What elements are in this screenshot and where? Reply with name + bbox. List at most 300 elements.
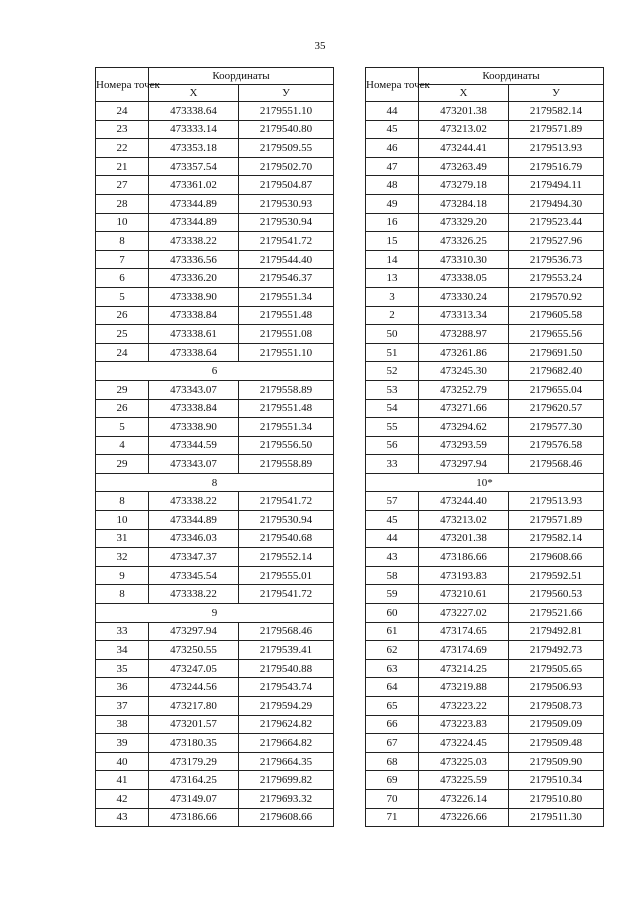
x-coordinate-cell: 473180.35: [149, 734, 239, 753]
x-coordinate-cell: 473149.07: [149, 789, 239, 808]
x-coordinate-cell: 473347.37: [149, 548, 239, 567]
y-coordinate-cell: 2179592.51: [509, 566, 604, 585]
page-number: 35: [314, 40, 326, 52]
point-number-cell: 23: [96, 120, 149, 139]
point-number-cell: 5: [96, 418, 149, 437]
point-number-cell: 13: [366, 269, 419, 288]
x-coordinate-cell: 473333.14: [149, 120, 239, 139]
table-row: [96, 641, 334, 660]
table-row: [366, 213, 604, 232]
x-coordinate-cell: 473361.02: [149, 176, 239, 195]
y-coordinate-cell: 2179530.94: [239, 213, 334, 232]
table-row: [96, 752, 334, 771]
point-number-cell: 16: [366, 213, 419, 232]
x-coordinate-cell: 473344.59: [149, 436, 239, 455]
point-number-cell: 32: [96, 548, 149, 567]
table-row: [96, 176, 334, 195]
table-row: [366, 511, 604, 530]
x-coordinate-cell: 473224.45: [419, 734, 509, 753]
x-coordinate-cell: 473338.22: [149, 232, 239, 251]
table-row: [366, 678, 604, 697]
y-coordinate-cell: 2179691.50: [509, 343, 604, 362]
point-number-cell: 10: [96, 511, 149, 530]
section-label: 10*: [366, 473, 604, 492]
table-row: [96, 399, 334, 418]
y-coordinate-cell: 2179543.74: [239, 678, 334, 697]
point-number-cell: 45: [366, 120, 419, 139]
point-number-cell: 29: [96, 380, 149, 399]
x-coordinate-cell: 473213.02: [419, 120, 509, 139]
y-coordinate-cell: 2179509.90: [509, 752, 604, 771]
point-number-cell: 43: [366, 548, 419, 567]
header-x: X: [149, 85, 239, 102]
y-coordinate-cell: 2179540.68: [239, 529, 334, 548]
x-coordinate-cell: 473214.25: [419, 659, 509, 678]
point-number-cell: 56: [366, 436, 419, 455]
x-coordinate-cell: 473201.57: [149, 715, 239, 734]
x-coordinate-cell: 473226.66: [419, 808, 509, 827]
header-y: У: [509, 85, 604, 102]
y-coordinate-cell: 2179492.73: [509, 641, 604, 660]
table-row: [96, 548, 334, 567]
x-coordinate-cell: 473225.03: [419, 752, 509, 771]
y-coordinate-cell: 2179510.34: [509, 771, 604, 790]
y-coordinate-cell: 2179693.32: [239, 789, 334, 808]
x-coordinate-cell: 473330.24: [419, 287, 509, 306]
x-coordinate-cell: 473336.56: [149, 250, 239, 269]
table-row: [96, 529, 334, 548]
table-row: [366, 399, 604, 418]
x-coordinate-cell: 473244.40: [419, 492, 509, 511]
y-coordinate-cell: 2179558.89: [239, 455, 334, 474]
section-label: 8: [96, 473, 334, 492]
point-number-cell: 49: [366, 194, 419, 213]
y-coordinate-cell: 2179530.93: [239, 194, 334, 213]
point-number-cell: 60: [366, 604, 419, 623]
y-coordinate-cell: 2179494.30: [509, 194, 604, 213]
x-coordinate-cell: 473343.07: [149, 380, 239, 399]
section-label: 9: [96, 604, 334, 623]
section-row: [96, 362, 334, 381]
y-coordinate-cell: 2179541.72: [239, 585, 334, 604]
point-number-cell: 24: [96, 102, 149, 121]
y-coordinate-cell: 2179571.89: [509, 511, 604, 530]
table-row: [366, 548, 604, 567]
x-coordinate-cell: 473261.86: [419, 343, 509, 362]
table-row: [96, 697, 334, 716]
table-row: [366, 418, 604, 437]
x-coordinate-cell: 473247.05: [149, 659, 239, 678]
y-coordinate-cell: 2179551.48: [239, 399, 334, 418]
point-number-cell: 10: [96, 213, 149, 232]
table-row: [96, 678, 334, 697]
header-coordinates: Координаты: [149, 68, 334, 85]
y-coordinate-cell: 2179570.92: [509, 287, 604, 306]
point-number-cell: 50: [366, 325, 419, 344]
x-coordinate-cell: 473338.64: [149, 343, 239, 362]
y-coordinate-cell: 2179551.48: [239, 306, 334, 325]
x-coordinate-cell: 473336.20: [149, 269, 239, 288]
point-number-cell: 48: [366, 176, 419, 195]
point-number-cell: 8: [96, 585, 149, 604]
header-coordinates: Координаты: [419, 68, 604, 85]
y-coordinate-cell: 2179551.10: [239, 102, 334, 121]
x-coordinate-cell: 473245.30: [419, 362, 509, 381]
table-row: [366, 734, 604, 753]
x-coordinate-cell: 473338.22: [149, 585, 239, 604]
x-coordinate-cell: 473353.18: [149, 139, 239, 158]
point-number-cell: 3: [366, 287, 419, 306]
x-coordinate-cell: 473344.89: [149, 194, 239, 213]
table-row: [96, 418, 334, 437]
table-row: [96, 771, 334, 790]
point-number-cell: 36: [96, 678, 149, 697]
point-number-cell: 53: [366, 380, 419, 399]
y-coordinate-cell: 2179605.58: [509, 306, 604, 325]
table-row: [96, 157, 334, 176]
table-row: [366, 715, 604, 734]
point-number-cell: 40: [96, 752, 149, 771]
table-row: [96, 734, 334, 753]
x-coordinate-cell: 473345.54: [149, 566, 239, 585]
point-number-cell: 59: [366, 585, 419, 604]
y-coordinate-cell: 2179624.82: [239, 715, 334, 734]
x-coordinate-cell: 473357.54: [149, 157, 239, 176]
y-coordinate-cell: 2179506.93: [509, 678, 604, 697]
y-coordinate-cell: 2179546.37: [239, 269, 334, 288]
table-row: [366, 194, 604, 213]
point-number-cell: 70: [366, 789, 419, 808]
point-number-cell: 62: [366, 641, 419, 660]
section-row: [96, 604, 334, 623]
point-number-cell: 24: [96, 343, 149, 362]
table-row: [366, 492, 604, 511]
y-coordinate-cell: 2179558.89: [239, 380, 334, 399]
table-row: [366, 641, 604, 660]
header-point-numbers: Номера точек: [366, 68, 419, 102]
y-coordinate-cell: 2179608.66: [239, 808, 334, 827]
table-body-left: [96, 102, 334, 827]
x-coordinate-cell: 473217.80: [149, 697, 239, 716]
table-row: [366, 604, 604, 623]
table-row: [366, 269, 604, 288]
point-number-cell: 47: [366, 157, 419, 176]
table-row: [96, 585, 334, 604]
table-row: [96, 139, 334, 158]
y-coordinate-cell: 2179576.58: [509, 436, 604, 455]
x-coordinate-cell: 473338.05: [419, 269, 509, 288]
y-coordinate-cell: 2179509.48: [509, 734, 604, 753]
point-number-cell: 27: [96, 176, 149, 195]
section-row: [96, 473, 334, 492]
point-number-cell: 44: [366, 529, 419, 548]
x-coordinate-cell: 473288.97: [419, 325, 509, 344]
table-row: [366, 436, 604, 455]
y-coordinate-cell: 2179541.72: [239, 492, 334, 511]
point-number-cell: 33: [366, 455, 419, 474]
y-coordinate-cell: 2179504.87: [239, 176, 334, 195]
y-coordinate-cell: 2179655.04: [509, 380, 604, 399]
table-row: [366, 789, 604, 808]
y-coordinate-cell: 2179516.79: [509, 157, 604, 176]
y-coordinate-cell: 2179544.40: [239, 250, 334, 269]
table-row: [96, 492, 334, 511]
y-coordinate-cell: 2179513.93: [509, 492, 604, 511]
x-coordinate-cell: 473263.49: [419, 157, 509, 176]
table-row: [366, 157, 604, 176]
table-row: [366, 232, 604, 251]
y-coordinate-cell: 2179540.80: [239, 120, 334, 139]
y-coordinate-cell: 2179539.41: [239, 641, 334, 660]
y-coordinate-cell: 2179492.81: [509, 622, 604, 641]
point-number-cell: 31: [96, 529, 149, 548]
x-coordinate-cell: 473164.25: [149, 771, 239, 790]
table-row: [366, 585, 604, 604]
point-number-cell: 26: [96, 306, 149, 325]
x-coordinate-cell: 473293.59: [419, 436, 509, 455]
table-row: [96, 659, 334, 678]
point-number-cell: 58: [366, 566, 419, 585]
x-coordinate-cell: 473329.20: [419, 213, 509, 232]
x-coordinate-cell: 473338.84: [149, 399, 239, 418]
x-coordinate-cell: 473343.07: [149, 455, 239, 474]
y-coordinate-cell: 2179551.08: [239, 325, 334, 344]
x-coordinate-cell: 473227.02: [419, 604, 509, 623]
x-coordinate-cell: 473284.18: [419, 194, 509, 213]
point-number-cell: 6: [96, 269, 149, 288]
table-row: [96, 194, 334, 213]
y-coordinate-cell: 2179540.88: [239, 659, 334, 678]
x-coordinate-cell: 473223.22: [419, 697, 509, 716]
header-x: X: [419, 85, 509, 102]
point-number-cell: 35: [96, 659, 149, 678]
x-coordinate-cell: 473186.66: [149, 808, 239, 827]
table-row: [366, 566, 604, 585]
point-number-cell: 29: [96, 455, 149, 474]
y-coordinate-cell: 2179511.30: [509, 808, 604, 827]
table-row: [366, 808, 604, 827]
y-coordinate-cell: 2179494.11: [509, 176, 604, 195]
y-coordinate-cell: 2179551.10: [239, 343, 334, 362]
y-coordinate-cell: 2179530.94: [239, 511, 334, 530]
point-number-cell: 39: [96, 734, 149, 753]
table-row: [96, 213, 334, 232]
y-coordinate-cell: 2179508.73: [509, 697, 604, 716]
point-number-cell: 52: [366, 362, 419, 381]
y-coordinate-cell: 2179620.57: [509, 399, 604, 418]
x-coordinate-cell: 473244.56: [149, 678, 239, 697]
table-row: [366, 102, 604, 121]
point-number-cell: 8: [96, 492, 149, 511]
x-coordinate-cell: 473310.30: [419, 250, 509, 269]
x-coordinate-cell: 473174.65: [419, 622, 509, 641]
table-row: [96, 566, 334, 585]
y-coordinate-cell: 2179594.29: [239, 697, 334, 716]
point-number-cell: 54: [366, 399, 419, 418]
y-coordinate-cell: 2179509.55: [239, 139, 334, 158]
table-row: [366, 752, 604, 771]
point-number-cell: 22: [96, 139, 149, 158]
table-row: [366, 529, 604, 548]
y-coordinate-cell: 2179551.34: [239, 418, 334, 437]
point-number-cell: 14: [366, 250, 419, 269]
y-coordinate-cell: 2179664.82: [239, 734, 334, 753]
point-number-cell: 15: [366, 232, 419, 251]
y-coordinate-cell: 2179699.82: [239, 771, 334, 790]
coordinates-table-left: [95, 67, 334, 827]
point-number-cell: 28: [96, 194, 149, 213]
point-number-cell: 51: [366, 343, 419, 362]
x-coordinate-cell: 473294.62: [419, 418, 509, 437]
table-row: [366, 622, 604, 641]
y-coordinate-cell: 2179521.66: [509, 604, 604, 623]
point-number-cell: 25: [96, 325, 149, 344]
section-label: 6: [96, 362, 334, 381]
x-coordinate-cell: 473338.64: [149, 102, 239, 121]
x-coordinate-cell: 473344.89: [149, 213, 239, 232]
x-coordinate-cell: 473346.03: [149, 529, 239, 548]
table-row: [96, 120, 334, 139]
point-number-cell: 71: [366, 808, 419, 827]
y-coordinate-cell: 2179553.24: [509, 269, 604, 288]
y-coordinate-cell: 2179551.34: [239, 287, 334, 306]
point-number-cell: 34: [96, 641, 149, 660]
x-coordinate-cell: 473338.84: [149, 306, 239, 325]
x-coordinate-cell: 473210.61: [419, 585, 509, 604]
point-number-cell: 64: [366, 678, 419, 697]
table-row: [96, 102, 334, 121]
y-coordinate-cell: 2179527.96: [509, 232, 604, 251]
table-row: [96, 715, 334, 734]
point-number-cell: 5: [96, 287, 149, 306]
point-number-cell: 69: [366, 771, 419, 790]
x-coordinate-cell: 473219.88: [419, 678, 509, 697]
table-row: [366, 455, 604, 474]
x-coordinate-cell: 473223.83: [419, 715, 509, 734]
point-number-cell: 43: [96, 808, 149, 827]
point-number-cell: 8: [96, 232, 149, 251]
x-coordinate-cell: 473297.94: [419, 455, 509, 474]
y-coordinate-cell: 2179510.80: [509, 789, 604, 808]
section-row: [366, 473, 604, 492]
table-row: [366, 771, 604, 790]
table-row: [96, 287, 334, 306]
table-row: [96, 380, 334, 399]
table-row: [366, 343, 604, 362]
table-row: [96, 250, 334, 269]
table-row: [366, 325, 604, 344]
y-coordinate-cell: 2179571.89: [509, 120, 604, 139]
table-row: [96, 325, 334, 344]
point-number-cell: 21: [96, 157, 149, 176]
y-coordinate-cell: 2179577.30: [509, 418, 604, 437]
x-coordinate-cell: 473338.90: [149, 287, 239, 306]
table-row: [366, 176, 604, 195]
y-coordinate-cell: 2179560.53: [509, 585, 604, 604]
y-coordinate-cell: 2179655.56: [509, 325, 604, 344]
point-number-cell: 33: [96, 622, 149, 641]
x-coordinate-cell: 473326.25: [419, 232, 509, 251]
x-coordinate-cell: 473193.83: [419, 566, 509, 585]
y-coordinate-cell: 2179513.93: [509, 139, 604, 158]
table-body-right: [366, 102, 604, 827]
y-coordinate-cell: 2179664.35: [239, 752, 334, 771]
y-coordinate-cell: 2179505.65: [509, 659, 604, 678]
point-number-cell: 44: [366, 102, 419, 121]
table-row: [96, 789, 334, 808]
y-coordinate-cell: 2179523.44: [509, 213, 604, 232]
point-number-cell: 57: [366, 492, 419, 511]
y-coordinate-cell: 2179568.46: [509, 455, 604, 474]
table-row: [96, 232, 334, 251]
y-coordinate-cell: 2179608.66: [509, 548, 604, 567]
point-number-cell: 7: [96, 250, 149, 269]
table-row: [96, 343, 334, 362]
x-coordinate-cell: 473338.22: [149, 492, 239, 511]
table-row: [96, 622, 334, 641]
point-number-cell: 68: [366, 752, 419, 771]
table-row: [366, 362, 604, 381]
y-coordinate-cell: 2179682.40: [509, 362, 604, 381]
point-number-cell: 46: [366, 139, 419, 158]
point-number-cell: 9: [96, 566, 149, 585]
x-coordinate-cell: 473179.29: [149, 752, 239, 771]
coordinates-table-right: [365, 67, 604, 827]
y-coordinate-cell: 2179552.14: [239, 548, 334, 567]
table-row: [366, 697, 604, 716]
point-number-cell: 45: [366, 511, 419, 530]
table-row: [96, 808, 334, 827]
x-coordinate-cell: 473174.69: [419, 641, 509, 660]
table-row: [366, 250, 604, 269]
point-number-cell: 42: [96, 789, 149, 808]
x-coordinate-cell: 473344.89: [149, 511, 239, 530]
table-row: [366, 120, 604, 139]
point-number-cell: 67: [366, 734, 419, 753]
table-row: [366, 659, 604, 678]
x-coordinate-cell: 473313.34: [419, 306, 509, 325]
point-number-cell: 37: [96, 697, 149, 716]
y-coordinate-cell: 2179502.70: [239, 157, 334, 176]
table-row: [366, 139, 604, 158]
header-point-numbers: Номера точек: [96, 68, 149, 102]
y-coordinate-cell: 2179582.14: [509, 102, 604, 121]
x-coordinate-cell: 473338.90: [149, 418, 239, 437]
x-coordinate-cell: 473338.61: [149, 325, 239, 344]
y-coordinate-cell: 2179556.50: [239, 436, 334, 455]
table-row: [366, 380, 604, 399]
point-number-cell: 66: [366, 715, 419, 734]
x-coordinate-cell: 473186.66: [419, 548, 509, 567]
y-coordinate-cell: 2179536.73: [509, 250, 604, 269]
table-row: [366, 306, 604, 325]
x-coordinate-cell: 473250.55: [149, 641, 239, 660]
point-number-cell: 38: [96, 715, 149, 734]
point-number-cell: 63: [366, 659, 419, 678]
x-coordinate-cell: 473201.38: [419, 102, 509, 121]
table-row: [96, 306, 334, 325]
x-coordinate-cell: 473252.79: [419, 380, 509, 399]
x-coordinate-cell: 473279.18: [419, 176, 509, 195]
point-number-cell: 4: [96, 436, 149, 455]
point-number-cell: 2: [366, 306, 419, 325]
table-row: [96, 269, 334, 288]
point-number-cell: 61: [366, 622, 419, 641]
table-row: [96, 436, 334, 455]
header-y: У: [239, 85, 334, 102]
x-coordinate-cell: 473297.94: [149, 622, 239, 641]
point-number-cell: 65: [366, 697, 419, 716]
